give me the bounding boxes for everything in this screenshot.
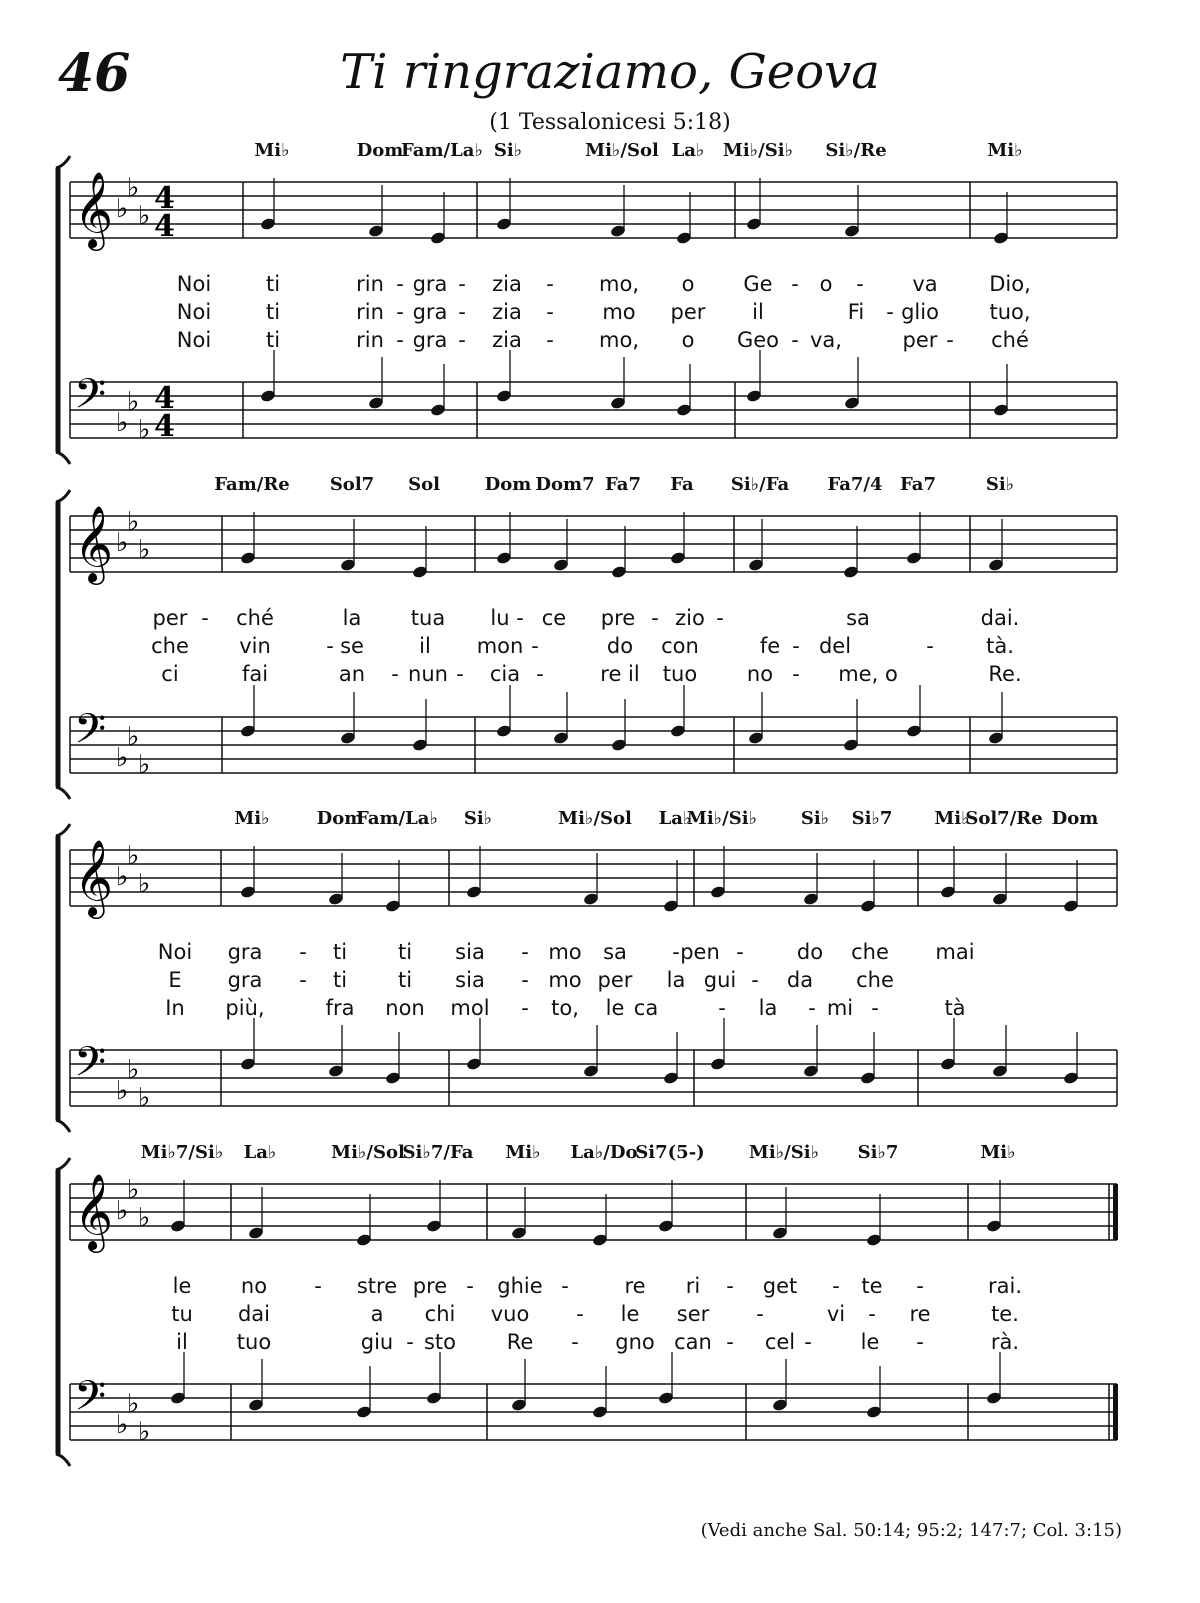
scripture-reference: (1 Tessalonicesi 5:18) xyxy=(489,110,731,135)
chord-symbol: Fam/La♭ xyxy=(356,808,438,829)
lyric-syllable-verse-3: ci xyxy=(161,662,179,686)
flat-icon: ♭ xyxy=(127,507,140,537)
flat-icon: ♭ xyxy=(116,408,129,438)
time-signature-digit: 4 xyxy=(154,181,175,216)
lyric-syllable-verse-1: - xyxy=(672,940,680,964)
lyric-syllable-verse-2: gra xyxy=(227,968,263,992)
lyric-syllable-verse-1: - xyxy=(516,606,524,630)
lyric-syllable-verse-1: mo, xyxy=(599,272,639,296)
bracket-bottom-hook xyxy=(56,452,70,464)
lyric-syllable-verse-3: - xyxy=(536,662,544,686)
lyric-syllable-verse-1: - xyxy=(716,606,724,630)
lyric-syllable-verse-3: gno xyxy=(615,1330,655,1354)
lyric-syllable-verse-2: - xyxy=(299,968,307,992)
lyric-syllable-verse-3: Re xyxy=(506,1330,534,1354)
chord-symbol: Mi♭7/Si♭ xyxy=(140,1142,224,1163)
time-signature-digit: 4 xyxy=(154,209,175,244)
system-2 xyxy=(56,490,1117,799)
footnote: (Vedi anche Sal. 50:14; 95:2; 147:7; Col. 3:15) xyxy=(700,1520,1122,1541)
flat-icon: ♭ xyxy=(138,201,151,231)
lyric-syllable-verse-3: cel xyxy=(764,1330,796,1354)
lyric-syllable-verse-1: lu xyxy=(490,606,510,630)
lyric-syllable-verse-1: zio xyxy=(675,606,705,630)
lyric-syllable-verse-1: - xyxy=(726,1274,734,1298)
lyric-syllable-verse-3: tuo xyxy=(662,662,698,686)
lyric-syllable-verse-3: Re. xyxy=(988,662,1022,686)
lyric-syllable-verse-2: se xyxy=(340,634,364,658)
lyric-syllable-verse-2: zia xyxy=(492,300,522,324)
treble-clef-icon: 𝄞 xyxy=(74,839,114,916)
lyric-syllable-verse-3: - xyxy=(458,328,466,352)
flat-icon: ♭ xyxy=(116,528,129,558)
lyric-syllable-verse-2: do xyxy=(606,634,634,658)
lyric-syllable-verse-3: - xyxy=(726,1330,734,1354)
system-1 xyxy=(56,156,1117,464)
lyric-syllable-verse-2: per xyxy=(670,300,706,324)
lyric-syllable-verse-2: ti xyxy=(332,968,348,992)
lyric-syllable-verse-1: zia xyxy=(492,272,522,296)
chord-symbol: Si♭ xyxy=(800,808,830,829)
chord-symbol: Dom xyxy=(356,140,404,161)
final-bar-thick xyxy=(1113,1184,1118,1240)
chord-symbol: Si♭/Fa xyxy=(730,474,790,495)
lyric-syllable-verse-2: gra xyxy=(412,300,448,324)
system-4 xyxy=(56,1158,1118,1466)
lyric-syllable-verse-2: vuo xyxy=(490,1302,530,1326)
lyric-syllable-verse-1: Dio, xyxy=(989,272,1031,296)
lyric-syllable-verse-1: - xyxy=(651,606,659,630)
lyric-syllable-verse-3: ti xyxy=(265,328,281,352)
flat-icon: ♭ xyxy=(127,722,140,752)
lyric-syllable-verse-3: le xyxy=(605,996,625,1020)
treble-clef-icon: 𝄞 xyxy=(74,171,114,248)
bracket-bottom-hook xyxy=(56,1120,70,1132)
lyric-syllable-verse-3: - xyxy=(546,328,554,352)
treble-staff xyxy=(70,839,1117,919)
lyric-syllable-verse-2: il xyxy=(752,300,764,324)
lyric-syllable-verse-3: mol xyxy=(450,996,490,1020)
lyric-syllable-verse-1: - xyxy=(546,272,554,296)
lyric-syllable-verse-2: chi xyxy=(424,1302,456,1326)
chord-symbol: Sol7 xyxy=(329,474,375,495)
lyric-syllable-verse-3: rin xyxy=(356,328,384,352)
lyric-syllable-verse-3: fai xyxy=(241,662,269,686)
lyric-syllable-verse-3: la xyxy=(758,996,778,1020)
lyric-syllable-verse-1: mai xyxy=(935,940,975,964)
lyric-syllable-verse-1: va xyxy=(912,272,938,296)
bass-clef-icon: 𝄢 xyxy=(74,1038,107,1096)
lyric-syllable-verse-1: che xyxy=(851,940,889,964)
lyric-syllable-verse-3: - xyxy=(791,328,799,352)
lyric-syllable-verse-3: ca xyxy=(633,996,659,1020)
chord-symbol: Mi♭/Si♭ xyxy=(686,808,758,829)
flat-icon: ♭ xyxy=(127,173,140,203)
chord-symbol: La♭ xyxy=(671,140,705,161)
lyric-syllable-verse-3: mi xyxy=(826,996,854,1020)
treble-clef-icon: 𝄞 xyxy=(74,1173,114,1250)
flat-icon: ♭ xyxy=(138,869,151,899)
song-number: 46 xyxy=(58,43,131,104)
flat-icon: ♭ xyxy=(127,1055,140,1085)
lyric-syllable-verse-3: o xyxy=(681,328,695,352)
lyric-syllable-verse-1: Noi xyxy=(157,940,193,964)
lyric-syllable-verse-3: nun xyxy=(408,662,448,686)
lyric-syllable-verse-1: sa xyxy=(846,606,870,630)
lyric-syllable-verse-3: - xyxy=(916,1330,924,1354)
lyric-syllable-verse-2: a xyxy=(370,1302,384,1326)
lyric-syllable-verse-2: vin xyxy=(239,634,271,658)
chord-symbol: Fa7/4 xyxy=(827,474,883,495)
lyric-syllable-verse-1: rin xyxy=(356,272,384,296)
chord-symbol: Fam/Re xyxy=(214,474,290,495)
lyric-syllable-verse-3: mo, xyxy=(599,328,639,352)
lyric-syllable-verse-1: Noi xyxy=(176,272,212,296)
chord-symbol: Mi♭ xyxy=(987,140,1023,161)
lyric-syllable-verse-3: - xyxy=(406,1330,414,1354)
lyric-syllable-verse-3: gra xyxy=(412,328,448,352)
lyric-syllable-verse-1: tua xyxy=(410,606,446,630)
lyric-syllable-verse-2: tà. xyxy=(986,634,1014,658)
lyric-syllable-verse-1: o xyxy=(681,272,695,296)
lyric-syllable-verse-3: più, xyxy=(225,996,265,1020)
lyric-syllable-verse-1: - xyxy=(466,1274,474,1298)
lyric-syllable-verse-3: - xyxy=(946,328,954,352)
lyric-syllable-verse-2: - xyxy=(396,300,404,324)
lyric-syllable-verse-3: re il xyxy=(600,662,640,686)
lyric-syllable-verse-2: vi xyxy=(826,1302,846,1326)
lyric-syllable-verse-1: - xyxy=(561,1274,569,1298)
bass-clef-icon: 𝄢 xyxy=(74,705,107,763)
lyric-syllable-verse-1: - xyxy=(521,940,529,964)
lyric-syllable-verse-3: - xyxy=(718,996,726,1020)
lyric-syllable-verse-3: Noi xyxy=(176,328,212,352)
lyric-syllable-verse-3: In xyxy=(165,996,185,1020)
lyric-syllable-verse-1: rai. xyxy=(987,1274,1023,1298)
lyric-syllable-verse-3: - xyxy=(391,662,399,686)
chord-symbol: Si♭7 xyxy=(851,808,893,829)
lyric-syllable-verse-2: il xyxy=(419,634,431,658)
lyric-syllable-verse-2: re xyxy=(909,1302,931,1326)
lyric-syllable-verse-3: il xyxy=(176,1330,188,1354)
lyric-syllable-verse-1: sia xyxy=(455,940,485,964)
lyric-syllable-verse-1: pen xyxy=(680,940,720,964)
bass-clef-icon: 𝄢 xyxy=(74,370,107,428)
final-bar-thick xyxy=(1113,1384,1118,1440)
chord-symbol: Si♭/Re xyxy=(825,140,887,161)
chord-symbol: Si7(5-) xyxy=(635,1142,705,1163)
lyric-syllable-verse-1: ri xyxy=(685,1274,701,1298)
lyric-syllable-verse-2: - xyxy=(531,634,539,658)
lyric-syllable-verse-1: ti xyxy=(265,272,281,296)
lyric-syllable-verse-1: - xyxy=(791,272,799,296)
chord-symbol: Si♭7 xyxy=(857,1142,899,1163)
lyric-syllable-verse-3: an xyxy=(338,662,366,686)
bracket-top-hook xyxy=(56,1158,70,1170)
chord-symbol: Mi♭/Sol xyxy=(585,140,659,161)
lyric-syllable-verse-2: mo xyxy=(602,300,636,324)
flat-icon: ♭ xyxy=(138,1417,151,1447)
lyric-syllable-verse-2: per xyxy=(597,968,633,992)
lyric-syllable-verse-1: - xyxy=(736,940,744,964)
chord-symbol: Mi♭ xyxy=(934,808,970,829)
lyric-syllable-verse-3: - xyxy=(871,996,879,1020)
flat-icon: ♭ xyxy=(116,1076,129,1106)
chord-symbol: Si♭ xyxy=(493,140,523,161)
lyric-syllable-verse-3: cia xyxy=(489,662,521,686)
lyric-syllable-verse-2: - xyxy=(926,634,934,658)
chord-symbol: Mi♭ xyxy=(980,1142,1016,1163)
lyric-syllable-verse-1: no xyxy=(240,1274,268,1298)
lyric-syllable-verse-3: ché xyxy=(991,328,1029,352)
flat-icon: ♭ xyxy=(116,194,129,224)
lyric-syllable-verse-2: Noi xyxy=(176,300,212,324)
chord-symbol: Fam/La♭ xyxy=(401,140,483,161)
lyric-syllable-verse-1: gra xyxy=(412,272,448,296)
flat-icon: ♭ xyxy=(116,743,129,773)
lyric-syllable-verse-3: le xyxy=(860,1330,880,1354)
flat-icon: ♭ xyxy=(116,862,129,892)
lyric-syllable-verse-2: te. xyxy=(991,1302,1019,1326)
flat-icon: ♭ xyxy=(138,1203,151,1233)
chord-symbol: Fa7 xyxy=(900,474,936,495)
chord-symbol: Mi♭/Sol xyxy=(331,1142,405,1163)
lyric-syllable-verse-1: - xyxy=(856,272,864,296)
treble-staff xyxy=(70,171,1117,251)
lyric-syllable-verse-3: giu xyxy=(360,1330,394,1354)
lyric-syllable-verse-2: tu xyxy=(171,1302,193,1326)
time-signature-digit: 4 xyxy=(154,381,175,416)
flat-icon: ♭ xyxy=(127,1389,140,1419)
lyric-syllable-verse-1: mo xyxy=(548,940,582,964)
lyric-syllable-verse-3: no xyxy=(746,662,774,686)
lyric-syllable-verse-2: - xyxy=(326,634,334,658)
time-signature-digit: 4 xyxy=(154,409,175,444)
lyric-syllable-verse-2: E xyxy=(168,968,182,992)
lyric-syllable-verse-2: fe xyxy=(759,634,781,658)
lyric-syllable-verse-2: - xyxy=(521,968,529,992)
chord-symbol: Dom xyxy=(316,808,364,829)
chord-symbol: Sol xyxy=(408,474,440,495)
lyric-syllable-verse-2: tuo, xyxy=(989,300,1031,324)
lyric-syllable-verse-1: get xyxy=(762,1274,798,1298)
lyric-syllable-verse-3: tuo xyxy=(236,1330,272,1354)
lyric-syllable-verse-2: - xyxy=(886,300,894,324)
lyric-syllable-verse-2: la xyxy=(666,968,686,992)
lyric-syllable-verse-3: - xyxy=(804,1330,812,1354)
lyric-syllable-verse-2: - xyxy=(576,1302,584,1326)
flat-icon: ♭ xyxy=(127,841,140,871)
lyric-syllable-verse-2: ti xyxy=(265,300,281,324)
bass-staff xyxy=(70,1018,1117,1113)
lyric-syllable-verse-1: re xyxy=(624,1274,646,1298)
lyric-syllable-verse-1: pre xyxy=(600,606,636,630)
flat-icon: ♭ xyxy=(116,1196,129,1226)
lyric-syllable-verse-1: - xyxy=(201,606,209,630)
flat-icon: ♭ xyxy=(116,1410,129,1440)
flat-icon: ♭ xyxy=(127,387,140,417)
system-3 xyxy=(56,824,1117,1132)
lyric-syllable-verse-3: - xyxy=(571,1330,579,1354)
bass-staff xyxy=(70,685,1117,780)
lyric-syllable-verse-1: gra xyxy=(227,940,263,964)
lyric-syllable-verse-1: - xyxy=(299,940,307,964)
lyric-syllable-verse-1: ghie xyxy=(497,1274,543,1298)
lyric-syllable-verse-3: fra xyxy=(325,996,355,1020)
lyric-syllable-verse-1: ché xyxy=(236,606,274,630)
lyric-syllable-verse-1: ce xyxy=(541,606,567,630)
lyric-syllable-verse-1: dai. xyxy=(980,606,1020,630)
lyric-syllable-verse-2: le xyxy=(620,1302,640,1326)
lyric-syllable-verse-3: - xyxy=(521,996,529,1020)
flat-icon: ♭ xyxy=(138,535,151,565)
chord-symbol: Dom7 xyxy=(535,474,595,495)
chord-symbol: Si♭7/Fa xyxy=(402,1142,474,1163)
flat-icon: ♭ xyxy=(138,1083,151,1113)
lyric-syllable-verse-2: - xyxy=(868,1302,876,1326)
lyric-syllable-verse-2: gui xyxy=(703,968,737,992)
bass-clef-icon: 𝄢 xyxy=(74,1372,107,1430)
chord-symbol: La♭/Do xyxy=(570,1142,638,1163)
bracket-top-hook xyxy=(56,490,70,502)
chord-symbol: Mi♭/Si♭ xyxy=(722,140,794,161)
lyric-syllable-verse-1: stre xyxy=(356,1274,398,1298)
treble-staff xyxy=(70,1173,1118,1253)
bass-staff xyxy=(70,1352,1118,1447)
lyric-syllable-verse-2: da xyxy=(786,968,814,992)
lyric-syllable-verse-2: mo xyxy=(548,968,582,992)
lyric-syllable-verse-1: - xyxy=(396,272,404,296)
lyric-syllable-verse-1: per xyxy=(152,606,188,630)
lyric-syllable-verse-2: ser xyxy=(676,1302,710,1326)
lyric-syllable-verse-3: va, xyxy=(810,328,842,352)
chord-symbol: Si♭ xyxy=(985,474,1015,495)
chord-symbol: Mi♭/Si♭ xyxy=(748,1142,820,1163)
chord-symbol: Si♭ xyxy=(463,808,493,829)
bracket-bottom-hook xyxy=(56,787,70,799)
song-title: Ti ringraziamo, Geova xyxy=(340,44,880,100)
lyric-syllable-verse-2: - xyxy=(751,968,759,992)
lyric-syllable-verse-2: del xyxy=(818,634,852,658)
lyric-syllable-verse-1: - xyxy=(314,1274,322,1298)
lyric-syllable-verse-2: ti xyxy=(397,968,413,992)
lyric-syllable-verse-1: ti xyxy=(397,940,413,964)
lyric-syllable-verse-3: - xyxy=(792,662,800,686)
lyric-syllable-verse-2: Fi xyxy=(847,300,865,324)
lyric-syllable-verse-2: mon xyxy=(476,634,524,658)
lyric-syllable-verse-1: la xyxy=(342,606,362,630)
chord-symbol: La♭ xyxy=(658,808,692,829)
chord-symbol: Mi♭ xyxy=(254,140,290,161)
lyric-syllable-verse-3: non xyxy=(385,996,425,1020)
bracket-top-hook xyxy=(56,824,70,836)
lyric-syllable-verse-3: to, xyxy=(551,996,579,1020)
chord-symbol: Mi♭/Sol xyxy=(558,808,632,829)
lyric-syllable-verse-3: me, o xyxy=(838,662,898,686)
bracket-bottom-hook xyxy=(56,1454,70,1466)
flat-icon: ♭ xyxy=(127,1175,140,1205)
chord-symbol: Dom xyxy=(1051,808,1099,829)
lyric-syllable-verse-1: te xyxy=(861,1274,883,1298)
lyric-syllable-verse-3: sto xyxy=(423,1330,457,1354)
treble-staff xyxy=(70,505,1117,585)
chord-symbol: Fa7 xyxy=(605,474,641,495)
lyric-syllable-verse-3: can xyxy=(674,1330,712,1354)
lyric-syllable-verse-2: rin xyxy=(356,300,384,324)
bass-staff xyxy=(70,350,1117,445)
flat-icon: ♭ xyxy=(138,750,151,780)
lyric-syllable-verse-1: do xyxy=(796,940,824,964)
lyric-syllable-verse-2: - xyxy=(458,300,466,324)
chord-symbol: La♭ xyxy=(243,1142,277,1163)
chord-symbol: Mi♭ xyxy=(234,808,270,829)
lyric-syllable-verse-3: zia xyxy=(492,328,522,352)
lyric-syllable-verse-1: pre xyxy=(412,1274,448,1298)
lyric-syllable-verse-2: dai xyxy=(237,1302,271,1326)
flat-icon: ♭ xyxy=(138,415,151,445)
chord-symbol: Mi♭ xyxy=(505,1142,541,1163)
lyric-syllable-verse-3: Geo xyxy=(736,328,780,352)
lyric-syllable-verse-2: - xyxy=(792,634,800,658)
lyric-syllable-verse-1: ti xyxy=(332,940,348,964)
lyric-syllable-verse-1: - xyxy=(916,1274,924,1298)
bracket-top-hook xyxy=(56,156,70,168)
lyric-syllable-verse-3: - xyxy=(456,662,464,686)
lyric-syllable-verse-1: - xyxy=(832,1274,840,1298)
lyric-syllable-verse-2: sia xyxy=(455,968,485,992)
lyric-syllable-verse-2: con xyxy=(661,634,699,658)
lyric-syllable-verse-1: o xyxy=(819,272,833,296)
lyric-syllable-verse-2: - xyxy=(546,300,554,324)
lyric-syllable-verse-1: - xyxy=(458,272,466,296)
lyric-syllable-verse-2: che xyxy=(856,968,894,992)
lyric-syllable-verse-3: - xyxy=(396,328,404,352)
lyric-syllable-verse-1: le xyxy=(172,1274,192,1298)
treble-clef-icon: 𝄞 xyxy=(74,505,114,582)
lyric-syllable-verse-3: per xyxy=(902,328,938,352)
lyric-syllable-verse-3: tà xyxy=(944,996,966,1020)
lyric-syllable-verse-3: rà. xyxy=(990,1330,1020,1354)
lyric-syllable-verse-2: glio xyxy=(901,300,939,324)
lyric-syllable-verse-1: Ge xyxy=(743,272,773,296)
chord-symbol: Dom xyxy=(484,474,532,495)
chord-symbol: Fa xyxy=(670,474,694,495)
lyric-syllable-verse-2: - xyxy=(756,1302,764,1326)
chord-symbol: Sol7/Re xyxy=(965,808,1043,829)
lyric-syllable-verse-3: - xyxy=(808,996,816,1020)
lyric-syllable-verse-2: che xyxy=(151,634,189,658)
lyric-syllable-verse-1: sa xyxy=(603,940,627,964)
